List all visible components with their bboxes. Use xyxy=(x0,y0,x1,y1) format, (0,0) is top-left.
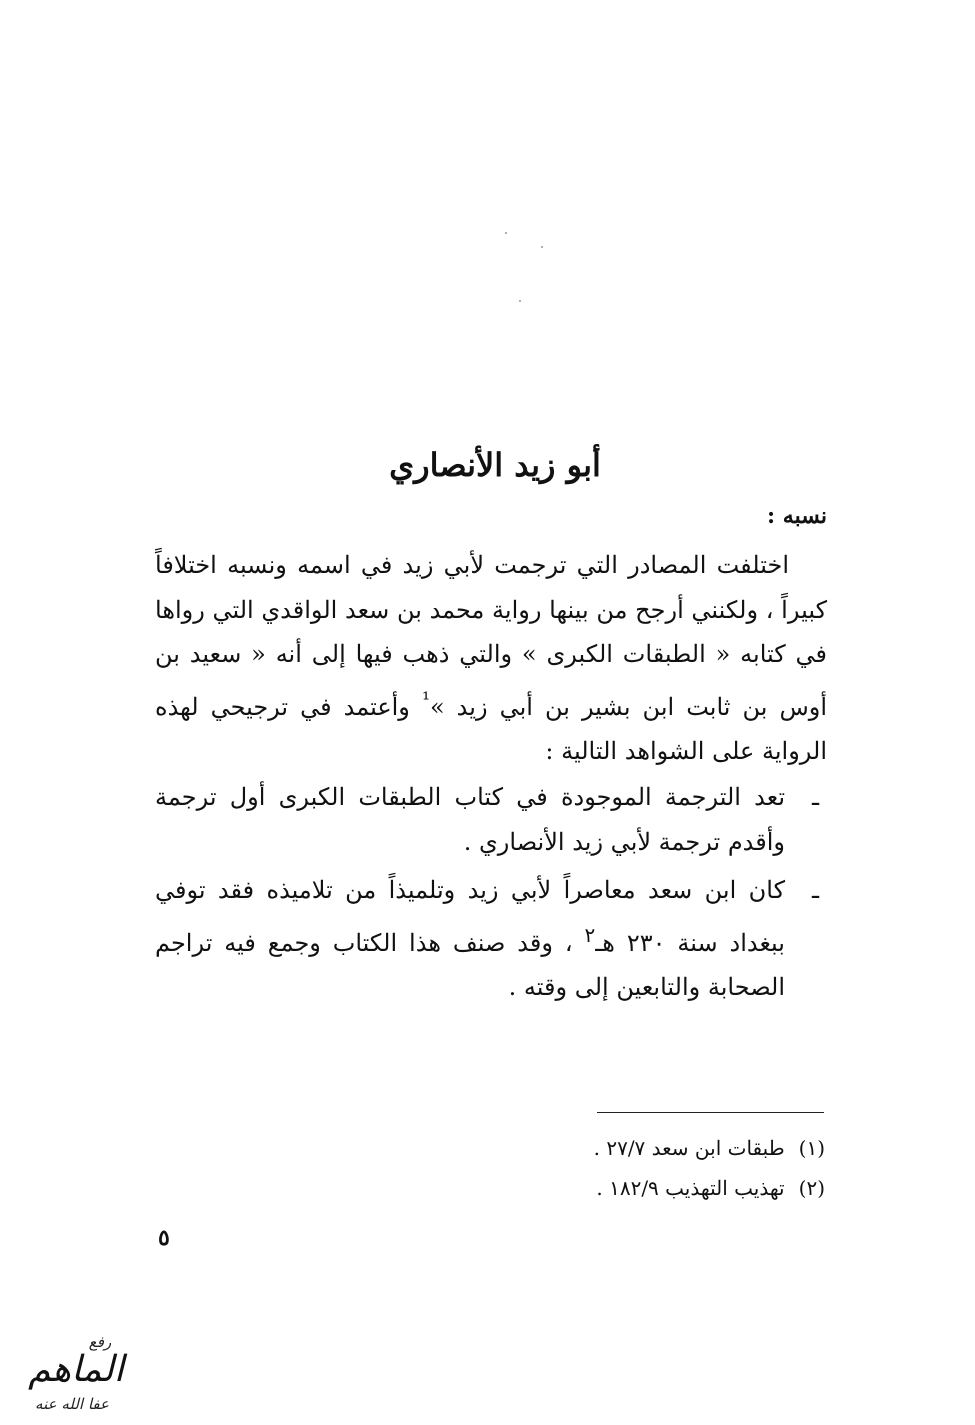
paragraph-line: ابن بشير بن أبي زيد » xyxy=(429,692,675,721)
section-heading: نسبه : xyxy=(767,503,827,529)
dash-bullet: ـ xyxy=(811,783,819,811)
list-item-text: تعد الترجمة الموجودة في كتاب الطبقات الكبرى أول ترجمة وأقدم ترجمة لأبي زيد الأنصاري . xyxy=(155,783,785,856)
list-item-text: كان ابن سعد معاصراً لأبي زيد وتلميذاً من تلاميذه فقد توفي ببغداد سنة ٢٣٠ هـ xyxy=(155,876,785,957)
stamp-subtitle: عفا الله عنه xyxy=(35,1395,109,1413)
paragraph-line: وأعتمد في ترجيحي لهذه الرواية على الشواهد xyxy=(155,692,827,765)
footnote-text: تهذيب التهذيب ١٨٢/٩ . xyxy=(596,1176,785,1200)
paragraph-line: « الطبقات الكبرى » والتي ذهب فيها إلى أنه « سعيد بن أوس بن ثابت xyxy=(155,640,828,721)
stamp-top-word: رفع xyxy=(88,1333,112,1351)
body-paragraph xyxy=(155,543,827,774)
page-number: ٥ xyxy=(158,1225,170,1251)
scan-speck xyxy=(519,300,521,302)
page-title: أبو زيد الأنصاري xyxy=(389,446,601,484)
footnotes xyxy=(594,1128,825,1208)
footnote xyxy=(594,1128,825,1168)
list-item xyxy=(155,868,827,1010)
stamp-name: الماهم xyxy=(28,1349,124,1390)
footnote-separator xyxy=(597,1112,824,1113)
footnote-marker: ٢ xyxy=(584,922,596,947)
list-item-text: ، وقد صنف هذا الكتاب وجمع فيه تراجم الصحابة والتابعين إلى وقته . xyxy=(155,928,785,1001)
footnote-number: (١) xyxy=(798,1136,825,1160)
list-item xyxy=(155,775,827,864)
paragraph-line: التالية : xyxy=(545,737,618,765)
footnote-marker: ¹ xyxy=(421,686,430,711)
footnote-number: (٢) xyxy=(798,1176,825,1200)
footnote xyxy=(594,1168,825,1208)
evidence-list xyxy=(155,775,827,1014)
dash-bullet: ـ xyxy=(811,876,819,904)
scan-speck xyxy=(505,232,507,234)
scan-speck xyxy=(541,246,543,248)
paragraph-line: اختلفت المصادر التي ترجمت لأبي زيد في اسمه ونسبه اختلافاً كبيراً ، xyxy=(155,551,827,624)
footnote-text: طبقات ابن سعد ٢٧/٧ . xyxy=(593,1136,785,1160)
paragraph-line: ولكنني أرجح من بينها رواية محمد بن سعد الواقدي التي رواها في كتابه xyxy=(155,595,828,668)
calligraphy-stamp-logo xyxy=(14,1325,138,1415)
